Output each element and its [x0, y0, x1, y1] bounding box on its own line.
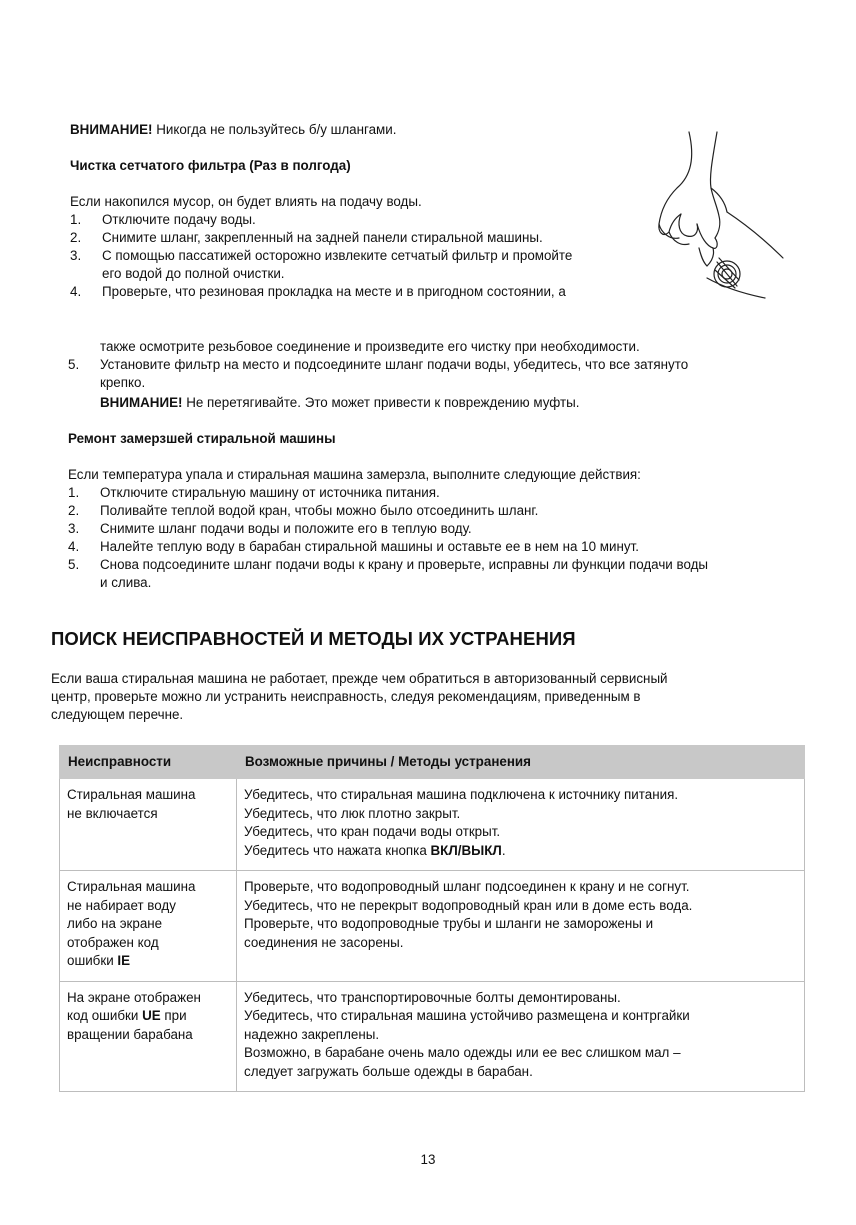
table-row — [60, 779, 805, 871]
table-row — [60, 981, 805, 1092]
solution-cell: Проверьте, что водопроводный шланг подсоединен к крану и не согнут. Убедитесь, что не перекрыт водопроводный кран или в доме есть вода. Проверьте, что водопроводные трубы и шланги не заморожены и соединения не засорены. — [237, 871, 805, 982]
list-item: 2. Снимите шланг, закрепленный на задней панели стиральной машины. — [70, 230, 543, 245]
frozen-intro: Если температура упала и стиральная машина замерзла, выполните следующие действия: — [68, 467, 641, 482]
troubleshooting-title: ПОИСК НЕИСПРАВНОСТЕЙ И МЕТОДЫ ИХ УСТРАНЕНИЯ — [51, 628, 576, 649]
hose-warning — [70, 121, 650, 139]
filter-cleaning-section — [70, 121, 650, 301]
column-header-solution: Возможные причины / Методы устранения — [237, 746, 805, 779]
list-item: 1. Отключите подачу воды. — [70, 212, 256, 227]
frozen-steps-list — [68, 484, 808, 592]
filter-intro: Если накопился мусор, он будет влиять на подачу воды. — [70, 194, 422, 209]
filter-steps-list-continued — [68, 356, 808, 412]
list-item: 3. Снимите шланг подачи воды и положите его в теплую воду. — [68, 521, 472, 536]
filter-steps-list — [70, 211, 650, 301]
problem-cell: На экране отображен код ошибки UE при вращении барабана — [60, 981, 237, 1092]
problem-cell: Стиральная машина не набирает воду либо на экране отображен код ошибки IE — [60, 871, 237, 982]
column-header-problem: Неисправности — [60, 746, 237, 779]
list-item: 5. Снова подсоедините шланг подачи воды к крану и проверьте, исправны ли функции подачи воды и слива. — [68, 557, 709, 590]
frozen-heading: Ремонт замерзшей стиральной машины — [68, 431, 336, 446]
filter-heading: Чистка сетчатого фильтра (Раз в полгода) — [70, 158, 351, 173]
warning-text: Никогда не пользуйтесь б/у шлангами. — [152, 122, 397, 137]
troubleshooting-intro: Если ваша стиральная машина не работает, прежде чем обратиться в авторизованный сервисный центр, проверьте можно ли устранить неисправность, следуя рекомендациям, приведенным в следующем перечне. — [51, 671, 668, 722]
page-number: 13 — [420, 1152, 436, 1167]
problem-cell: Стиральная машина не включается — [60, 779, 237, 871]
table-header-row — [60, 746, 805, 779]
step4-continued: также осмотрите резьбовое соединение и произведите его чистку при необходимости. — [100, 339, 640, 354]
list-item: 4. Проверьте, что резиновая прокладка на месте и в пригодном состоянии, а — [70, 284, 566, 299]
list-item: 5. Установите фильтр на место и подсоедините шланг подачи воды, убедитесь, что все затянуто крепко. ВНИМАНИЕ! Не перетягивайте. Это может привести к повреждению муфты. — [68, 356, 808, 412]
list-item: 4. Налейте теплую воду в барабан стиральной машины и оставьте ее в нем на 10 минут. — [68, 539, 639, 554]
warning-label: ВНИМАНИЕ! — [70, 122, 153, 137]
solution-cell: Убедитесь, что стиральная машина подключена к источнику питания. Убедитесь, что люк плотно закрыт. Убедитесь, что кран подачи воды открыт. Убедитесь что нажата кнопка ВКЛ/ВЫКЛ. — [237, 779, 805, 871]
solution-cell: Убедитесь, что транспортировочные болты демонтированы. Убедитесь, что стиральная машина устойчиво размещена и контргайки надежно закреплены. Возможно, в барабане очень мало одежды или ее вес слишком мал – следует загружать больше одежды в барабан. — [237, 981, 805, 1092]
list-item: 2. Поливайте теплой водой кран, чтобы можно было отсоединить шланг. — [68, 503, 539, 518]
table-row — [60, 871, 805, 982]
overtighten-warning: ВНИМАНИЕ! Не перетягивайте. Это может привести к повреждению муфты. — [100, 395, 580, 410]
list-item: 3. С помощью пассатижей осторожно извлеките сетчатый фильтр и промойте его водой до полной очистки. — [70, 248, 573, 281]
continued-section — [68, 338, 808, 592]
troubleshooting-table — [59, 745, 805, 1092]
hand-filter-illustration — [655, 128, 787, 304]
list-item: 1. Отключите стиральную машину от источника питания. — [68, 485, 440, 500]
